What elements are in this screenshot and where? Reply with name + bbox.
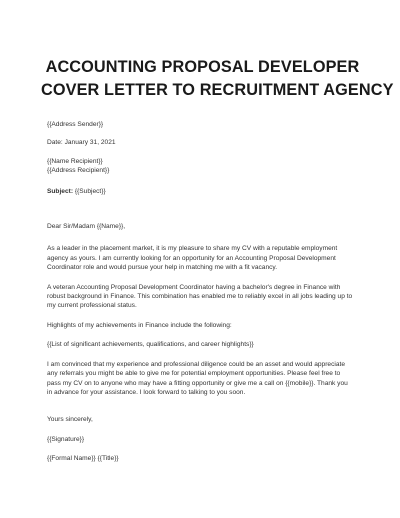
salutation: Dear Sir/Madam {{Name}}, bbox=[47, 223, 126, 231]
subject-line bbox=[47, 187, 360, 196]
address-sender: {{Address Sender}} bbox=[47, 121, 104, 128]
paragraph-line: Coordinator role and would pursue your help in matching me with a fit vacancy. bbox=[47, 264, 278, 272]
paragraph-background bbox=[47, 283, 360, 311]
paragraph-highlights-list: {{List of significant achievements, qualifications, and career highlights}} bbox=[47, 341, 254, 349]
paragraph-closing bbox=[47, 360, 360, 398]
paragraph-line: agency as yours. I am currently looking for an opportunity for an Accounting Proposal Development bbox=[47, 254, 336, 262]
letter-title bbox=[41, 56, 394, 102]
paragraph-line: I am convinced that my experience and professional diligence could be an asset and would appreciate bbox=[47, 360, 346, 368]
paragraph-line: robust background in Finance. This combination has enabled me to reliably excel in all jobs leading up to bbox=[47, 293, 353, 301]
paragraph-line: As a leader in the placement market, it is my pleasure to share my CV with a reputable employment bbox=[47, 245, 338, 253]
title-line-2: COVER LETTER TO RECRUITMENT AGENCY bbox=[41, 81, 394, 99]
address-recipient: {{Address Recipient}} bbox=[47, 167, 110, 175]
paragraph-line: in advance for your assistance. I look forward to talking to you soon. bbox=[47, 388, 246, 396]
recipient-block bbox=[47, 157, 360, 176]
paragraph-line: pass my CV on to anyone who may have a fitting opportunity or give me a call on {{mobile}}. Thank you bbox=[47, 379, 348, 387]
paragraph-intro bbox=[47, 244, 360, 272]
closing: Yours sincerely, bbox=[47, 416, 93, 424]
subject-label: Subject: bbox=[47, 187, 74, 195]
title-line-1: ACCOUNTING PROPOSAL DEVELOPER bbox=[45, 58, 360, 76]
subject-value: {{Subject}} bbox=[73, 187, 106, 195]
paragraph-line: my current professional status. bbox=[47, 302, 137, 310]
paragraph-highlights-intro: Highlights of my achievements in Finance include the following: bbox=[47, 321, 232, 329]
paragraph-line: A veteran Accounting Proposal Development Coordinator having a bachelor's degree in Finance with bbox=[47, 283, 341, 291]
signature: {{Signature}} bbox=[47, 435, 85, 443]
formal-name-title: {{Formal Name}} {{Title}} bbox=[47, 455, 119, 463]
name-recipient: {{Name Recipient}} bbox=[47, 157, 103, 165]
letter-date: Date: January 31, 2021 bbox=[47, 139, 116, 147]
paragraph-line: any referrals you might be able to give me for potential employment opportunities. Please feel free to bbox=[47, 370, 341, 378]
